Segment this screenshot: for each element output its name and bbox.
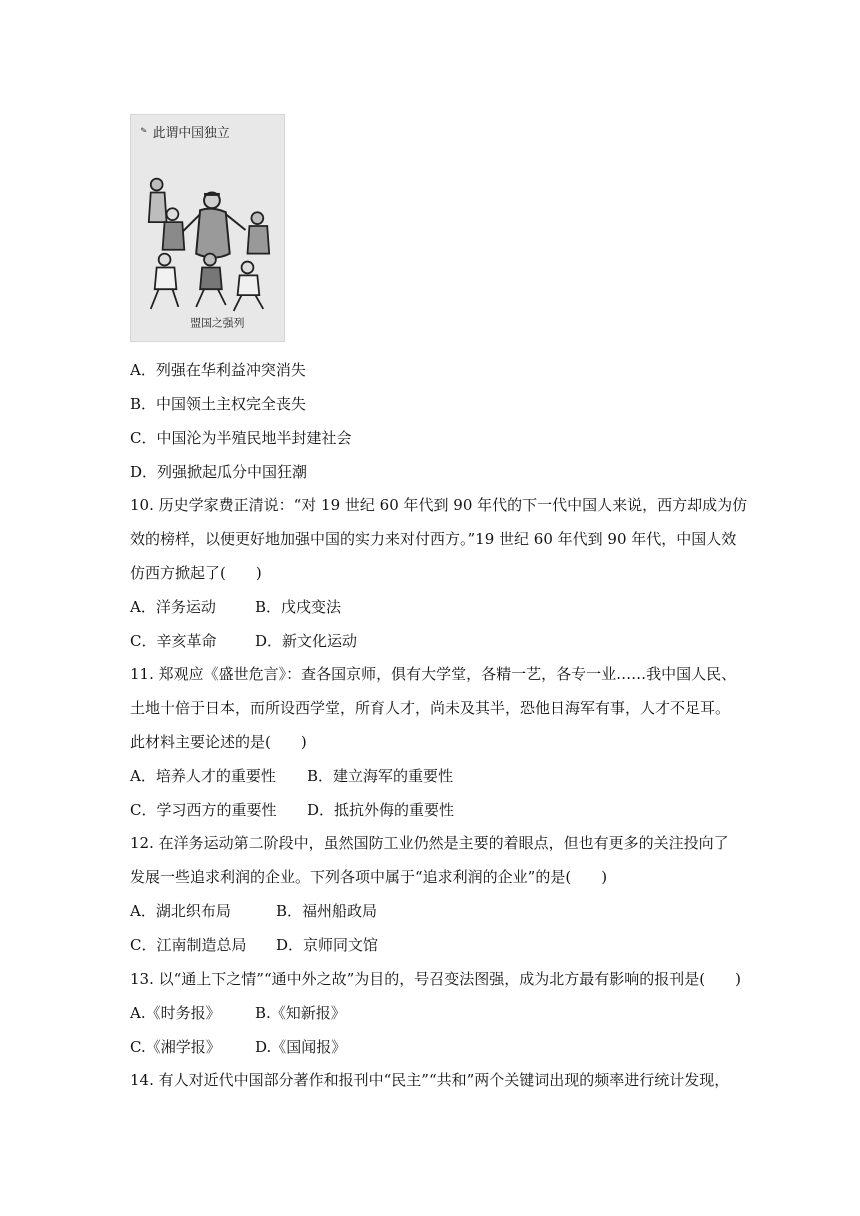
svg-text:✎: ✎ (139, 125, 148, 136)
q10-stem-line1: 10. 历史学家费正清说：“对 19 世纪 60 年代到 90 年代的下一代中国人来说，西方却成为仿 (130, 496, 748, 514)
q11-stem-line3: 此材料主要论述的是( ) (130, 733, 307, 751)
q13-option-d: D.《国闻报》 (255, 1038, 347, 1056)
q10-stem-line3: 仿西方掀起了( ) (130, 564, 262, 582)
q10-option-a: A．洋务运动 (130, 598, 216, 616)
q11-option-d: D．抵抗外侮的重要性 (307, 801, 455, 819)
q11-option-b: B．建立海军的重要性 (307, 767, 454, 785)
cartoon-caption-bottom: 盟国之强列 (190, 316, 245, 330)
q13-option-b: B.《知新报》 (255, 1004, 346, 1022)
cartoon-illustration (130, 114, 285, 342)
q11-stem-line1: 11. 郑观应《盛世危言》：查各国京师，俱有大学堂，各精一艺，各专一业……我中国人民、 (130, 665, 737, 683)
q10-stem-line2: 效的榜样，以便更好地加强中国的实力来对付西方。”19 世纪 60 年代到 90 年代，中国人效 (130, 530, 737, 548)
q13-option-a: A.《时务报》 (130, 1004, 221, 1022)
q9-option-d: D．列强掀起瓜分中国狂潮 (130, 463, 308, 481)
q14-stem-line1: 14. 有人对近代中国部分著作和报刊中“民主”“共和”两个关键词出现的频率进行统计发现， (130, 1071, 730, 1089)
q10-option-d: D．新文化运动 (255, 632, 358, 650)
q11-option-c: C．学习西方的重要性 (130, 801, 277, 819)
q12-stem-line2: 发展一些追求利润的企业。下列各项中属于“追求利润的企业”的是( ) (130, 868, 608, 886)
cartoon-caption-top: 此谓中国独立 (152, 126, 230, 142)
q11-stem-line2: 土地十倍于日本，而所设西学堂，所育人才，尚未及其半，恐他日海军有事，人才不足耳。 (130, 699, 731, 717)
q10-option-c: C．辛亥革命 (130, 632, 217, 650)
q12-option-b: B．福州船政局 (276, 902, 378, 920)
q9-option-b: B．中国领土主权完全丧失 (130, 395, 307, 413)
q9-option-a: A．列强在华利益冲突消失 (130, 361, 306, 379)
q12-option-d: D．京师同文馆 (276, 936, 379, 954)
q10-option-b: B．戊戌变法 (255, 598, 342, 616)
q9-option-c: C．中国沦为半殖民地半封建社会 (130, 429, 352, 447)
q11-option-a: A．培养人才的重要性 (130, 767, 276, 785)
q12-stem-line1: 12. 在洋务运动第二阶段中，虽然国防工业仍然是主要的着眼点，但也有更多的关注投向了 (130, 834, 729, 852)
q13-option-c: C.《湘学报》 (130, 1038, 221, 1056)
q13-stem-line1: 13. 以“通上下之情”“通中外之故”为目的，号召变法图强，成为北方最有影响的报刊是( ) (130, 970, 742, 988)
q12-option-c: C．江南制造总局 (130, 936, 247, 954)
q12-option-a: A．湖北织布局 (130, 902, 231, 920)
